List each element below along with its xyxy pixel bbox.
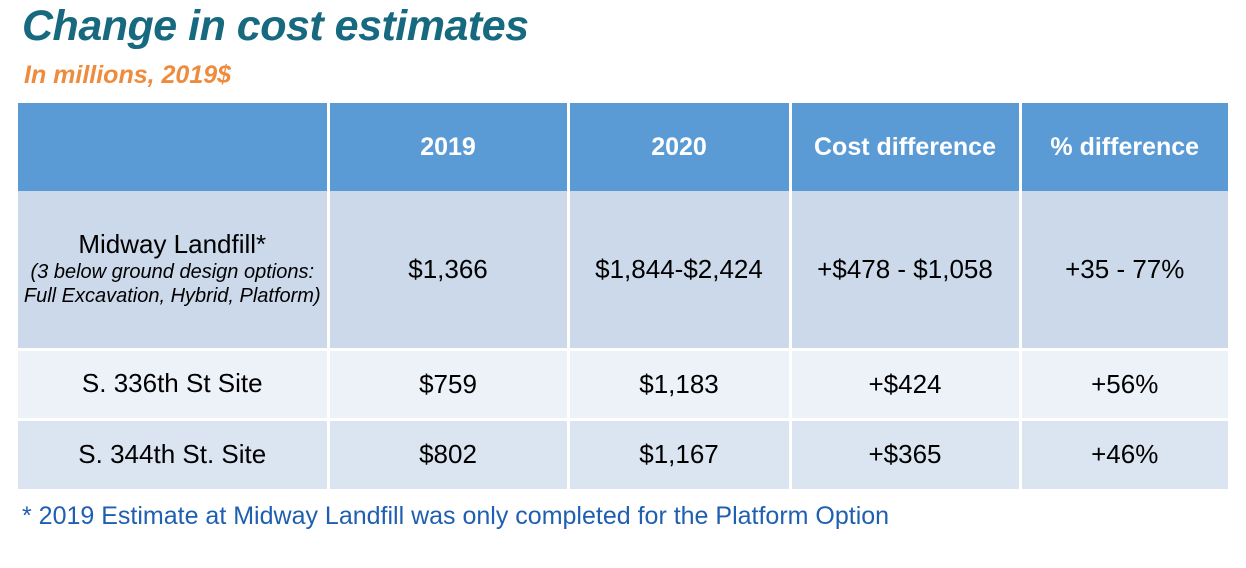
table-header-row (18, 103, 1228, 191)
cell-2019: $759 (328, 349, 568, 419)
table-row (18, 191, 1228, 349)
page-title: Change in cost estimates (22, 2, 529, 50)
cell-pct-difference: +56% (1020, 349, 1228, 419)
row-label-sub: (3 below ground design options: Full Excavation, Hybrid, Platform) (23, 261, 321, 307)
cell-2020: $1,844-$2,424 (568, 191, 790, 349)
cell-2019: $1,366 (328, 191, 568, 349)
column-header-cost-difference: Cost difference (790, 103, 1020, 191)
cell-pct-difference: +46% (1020, 419, 1228, 489)
footnote: * 2019 Estimate at Midway Landfill was only completed for the Platform Option (22, 502, 890, 530)
page-subtitle: In millions, 2019$ (24, 61, 232, 89)
cell-cost-difference: +$365 (790, 419, 1020, 489)
cell-2020: $1,167 (568, 419, 790, 489)
cell-2020: $1,183 (568, 349, 790, 419)
column-header-row-label (18, 103, 328, 191)
row-label-main: Midway Landfill* (78, 229, 267, 260)
cell-cost-difference: +$424 (790, 349, 1020, 419)
row-label-main: S. 336th St Site (81, 368, 263, 399)
row-label-midway-landfill (18, 191, 328, 349)
table-row (18, 419, 1228, 489)
column-header-2019: 2019 (328, 103, 568, 191)
column-header-pct-difference: % difference (1020, 103, 1228, 191)
row-label-s336th (18, 349, 328, 419)
cell-2019: $802 (328, 419, 568, 489)
column-header-2020: 2020 (568, 103, 790, 191)
row-label-main: S. 344th St. Site (78, 439, 267, 470)
cell-cost-difference: +$478 - $1,058 (790, 191, 1020, 349)
cost-estimates-table (18, 103, 1228, 489)
table-row (18, 349, 1228, 419)
row-label-s344th (18, 419, 328, 489)
cell-pct-difference: +35 - 77% (1020, 191, 1228, 349)
